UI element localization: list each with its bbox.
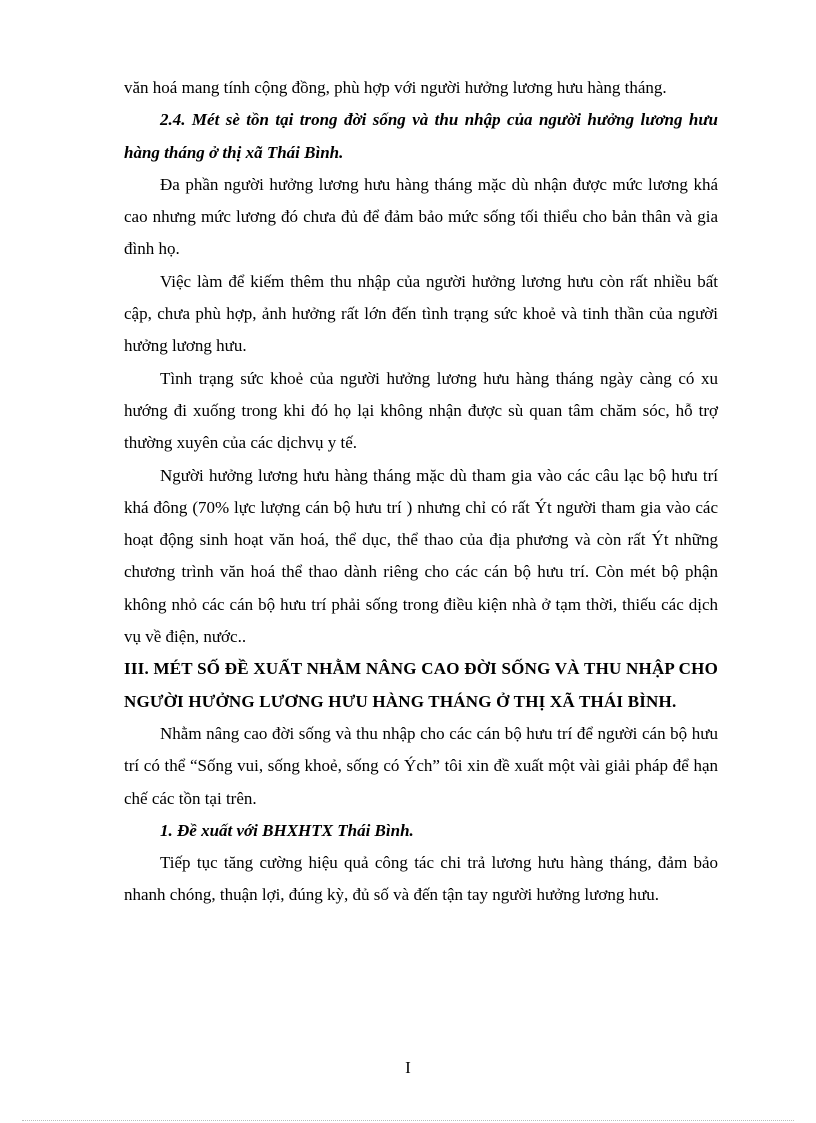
paragraph-continuation: văn hoá mang tính cộng đồng, phù hợp với người hưởng lương hưu hàng tháng. bbox=[124, 78, 667, 97]
subheading-2-4: 2.4. Mét sè tồn tại trong đời sống và thu nhập của người hưởng lương hưu hàng tháng ở thị xã Thái Bình. bbox=[124, 110, 718, 162]
paragraph-income: Đa phần người hưởng lương hưu hàng tháng mặc dù nhận được mức lương khá cao nhưng mức lương đó chưa đủ để đảm bảo mức sống tối thiểu cho bản thân và gia đình họ. bbox=[124, 174, 718, 259]
paragraph-extra-work: Việc làm để kiếm thêm thu nhập của người hưởng lương hưu còn rất nhiều bất cập, chưa phù hợp, ảnh hưởng rất lớn đến tình trạng sức khoẻ và tinh thần của người hưởng lương hưu. bbox=[124, 271, 718, 356]
page-number: I bbox=[405, 1058, 411, 1077]
paragraph-payment: Tiếp tục tăng cường hiệu quả công tác chi trả lương hưu hàng tháng, đảm bảo nhanh chóng, thuận lợi, đúng kỳ, đủ số và đến tận tay người hưởng lương hưu. bbox=[124, 853, 718, 905]
paragraph-clubs: Người hưởng lương hưu hàng tháng mặc dù tham gia vào các câu lạc bộ hưu trí khá đông (70% lực lượng cán bộ hưu trí ) nhưng chỉ có rất Ýt người tham gia vào các hoạt động sinh hoạt văn hoá, thể dục, thể thao của địa phương và còn rất Ýt những chương trình văn hoá thể thao dành riêng cho các cán bộ hưu trí. Còn mét bộ phận không nhỏ các cán bộ hưu trí phải sống trong điều kiện nhà ở tạm thời, thiếu các dịch vụ về điện, nước.. bbox=[124, 465, 718, 647]
subheading-1-proposal: 1. Đề xuất với BHXHTX Thái Bình. bbox=[160, 820, 414, 840]
paragraph-health: Tình trạng sức khoẻ của người hưởng lương hưu hàng tháng ngày càng có xu hướng đi xuống trong khi đó họ lại không nhận được sù quan tâm chăm sóc, hỗ trợ thường xuyên của các dịchvụ y tế. bbox=[124, 368, 718, 453]
section-heading-iii: III. MÉT SỐ ĐỀ XUẤT NHẰM NÂNG CAO ĐỜI SỐNG VÀ THU NHẬP CHO NGƯỜI HƯỞNG LƯƠNG HƯU HÀNG THÁNG Ở THỊ XÃ THÁI BÌNH. bbox=[124, 659, 718, 711]
document-page bbox=[124, 72, 718, 912]
paragraph-proposal-intro: Nhằm nâng cao đời sống và thu nhập cho các cán bộ hưu trí để người cán bộ hưu trí có thể “Sống vui, sống khoẻ, sống có Ých” tôi xin đề xuất một vài giải pháp để hạn chế các tồn tại trên. bbox=[124, 723, 718, 808]
page-footer-divider bbox=[22, 1120, 794, 1121]
